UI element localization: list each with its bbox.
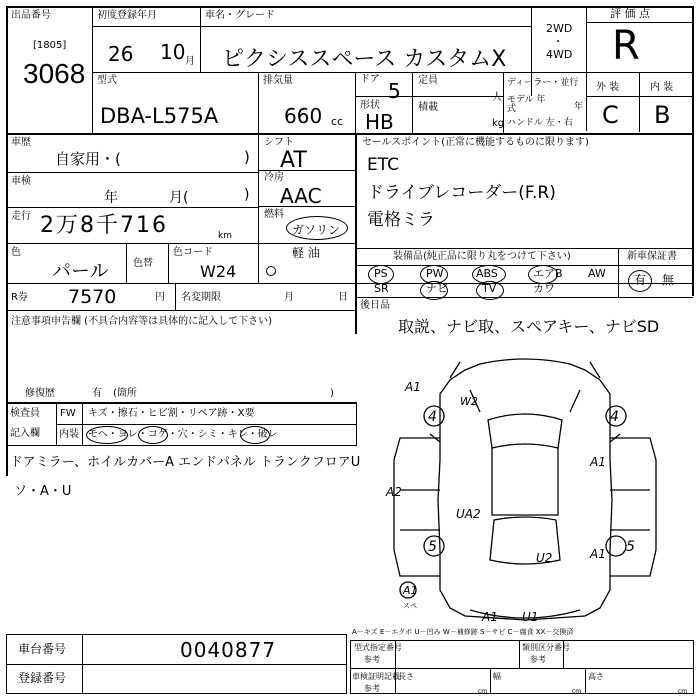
name-change-day-unit: 日: [338, 292, 348, 303]
equip-pw: PW: [426, 267, 444, 280]
sales-point-2: ドライブレコーダー(F.R): [367, 183, 556, 203]
drive-2wd: 2WD: [546, 22, 573, 35]
doors-value: 5: [388, 79, 401, 103]
comment-line-2: ソ・A・U: [14, 484, 72, 499]
equip-sr: SR: [374, 282, 389, 295]
exterior-value: C: [602, 101, 619, 129]
equip-airbag: エアB: [533, 267, 563, 280]
mark-a1-front: A1: [405, 380, 421, 394]
mark-u2: U2: [536, 551, 553, 565]
after-items-label: 後日品: [360, 300, 390, 311]
drive-4wd: 4WD: [546, 48, 573, 61]
equip-aw: AW: [588, 267, 606, 280]
capacity-unit: 人: [492, 92, 502, 103]
inspection-label: 車検: [11, 176, 31, 187]
after-items-value: 取説、ナビ取、スペアキー、ナビSD: [398, 317, 660, 336]
repair-close: ): [330, 388, 334, 399]
model-year-unit: 年: [574, 102, 584, 112]
fuel-label: 燃料: [264, 209, 284, 220]
recycle-unit: 円: [155, 292, 165, 303]
chassis-label: 車台番号: [18, 642, 67, 656]
equip-leather: カワ: [533, 282, 555, 295]
mileage-value: 2万8千716: [40, 213, 168, 238]
hollow-circle: [266, 266, 276, 276]
capacity-label: 定員: [418, 75, 438, 86]
model-year-label: モデル 年式: [507, 95, 546, 114]
width-label: 幅: [493, 672, 501, 681]
category-sub: 参考: [530, 655, 546, 664]
name-grade-value: ピクシススペース カスタムX: [222, 47, 507, 72]
inspector-label-1: 検査員: [10, 408, 40, 419]
history-label: 車歴: [11, 137, 31, 148]
equip-tv: TV: [482, 282, 497, 295]
shift-value: AT: [280, 148, 307, 173]
score-value: R: [612, 23, 640, 69]
repair-place: (箇所: [113, 388, 137, 399]
inspector-label-2: 記入欄: [10, 428, 40, 439]
chassis-value: 0040877: [180, 638, 277, 662]
history-value: 自家用・(: [55, 150, 121, 168]
color-code-label: 色コード: [173, 247, 213, 258]
fuel-gasoline: ガソリン: [292, 223, 341, 237]
score-label: 評 価 点: [610, 7, 650, 20]
comment-line-1: ドアミラー、ホイルカバーA エンドパネル トランクフロアU: [10, 455, 361, 470]
interior-value: B: [654, 101, 671, 129]
ac-value: AAC: [280, 184, 322, 208]
lot-code: [1805]: [33, 40, 67, 51]
color-code-value: W24: [200, 262, 237, 281]
load-label: 積載: [418, 102, 438, 113]
shimi-circle: [240, 426, 270, 444]
first-reg-year: 26: [108, 42, 134, 66]
inspection-month-unit: 月(: [169, 190, 189, 206]
mark-a1-rear: A1: [482, 610, 498, 624]
mark-a1-quarter: A1: [590, 547, 606, 561]
history-close: ): [244, 148, 250, 166]
handle-label: ハンドル 左・右: [507, 118, 573, 128]
fw-items: キズ・擦石・ヒビ割・リペア跡・X要: [88, 408, 255, 419]
sales-point-3: 電格ミラ: [367, 210, 435, 230]
fw-label: FW: [60, 408, 76, 419]
mark-5-right: 5: [626, 539, 635, 555]
mark-a1-right: A1: [590, 455, 606, 469]
displacement-label: 排気量: [263, 75, 293, 86]
inspection-year-unit: 年: [104, 190, 118, 206]
model-value: DBA-L575A: [100, 104, 219, 128]
length-label: 長さ: [398, 672, 414, 681]
mark-w2: W2: [460, 395, 478, 408]
airbag-circle: [528, 265, 558, 284]
interior-label: 内 装: [650, 82, 674, 93]
interior-insp-items: モヘ・ヨレ・コゲ・穴・シミ・キレ・破レ: [88, 429, 278, 440]
new-warranty-label: 新車保証書: [627, 251, 677, 262]
category-label: 類別区分番号: [522, 643, 570, 652]
mark-a1-spare: A1: [403, 584, 418, 597]
tv-circle: [476, 281, 504, 300]
navi-circle: [420, 281, 448, 300]
fuel-diesel: 軽 油: [292, 246, 320, 260]
reg-cert-sub: 参考: [364, 684, 380, 693]
color-label: 色: [11, 247, 21, 258]
shape-label: 形状: [360, 100, 380, 111]
equip-abs: ABS: [476, 267, 498, 280]
recycle-label: R券: [11, 292, 28, 303]
new-warranty-yes: 有: [634, 273, 647, 287]
reg-label: 登録番号: [18, 671, 67, 685]
model-label: 型式: [97, 75, 117, 86]
exterior-label: 外 装: [596, 82, 620, 93]
fuel-gasoline-circle: [286, 216, 348, 240]
ac-label: 冷房: [264, 172, 284, 183]
sales-point-1: ETC: [367, 155, 399, 175]
legend: A－キズ E－エクボ U－凹み W－補修跡 S－サビ C－腐食 XX－交換済: [352, 628, 574, 636]
repair-label: 修復歴: [25, 388, 55, 399]
equip-navi: ナビ: [426, 282, 448, 295]
color-value: パール: [52, 260, 109, 282]
new-warranty-no: 無: [662, 273, 675, 287]
lot-number: 3068: [23, 58, 86, 89]
sales-points-label: セールスポイント(正常に機能するものに限ります): [362, 137, 589, 148]
dealer-label: ディーラー・並行: [507, 78, 579, 88]
mark-5-left: 5: [428, 539, 437, 555]
ps-circle: [368, 265, 394, 284]
mark-ua2: UA2: [456, 507, 481, 521]
first-reg-month-unit: 月: [185, 56, 195, 67]
mark-spare: スペ: [403, 602, 417, 610]
height-cm: cm: [678, 688, 688, 695]
mileage-label: 走行: [11, 211, 31, 222]
inspection-close: ): [244, 187, 250, 203]
type-design-label: 型式指定番号: [354, 643, 402, 652]
height-label: 高さ: [588, 672, 604, 681]
warranty-circle: [628, 270, 652, 292]
repair-value: 有: [92, 388, 102, 399]
recycle-value: 7570: [68, 286, 117, 308]
mileage-unit: km: [218, 231, 232, 241]
notes-label: 注意事項申告欄 (不具合内容等は具体的に記入して下さい): [11, 316, 272, 327]
mohe-circle: [86, 426, 128, 444]
first-reg-label: 初度登録年月: [97, 10, 157, 21]
displacement-value: 660: [284, 104, 323, 128]
name-change-month-unit: 月: [284, 292, 294, 303]
load-unit: kg: [492, 118, 505, 129]
name-grade-label: 車名・グレード: [205, 10, 275, 21]
mark-a2: A2: [386, 485, 402, 499]
lot-label: 出品番号: [11, 10, 51, 21]
first-reg-month: 10: [160, 40, 186, 64]
width-cm: cm: [572, 688, 582, 695]
reg-cert-label: 車検証明記載: [352, 672, 400, 681]
equip-ps: PS: [374, 267, 388, 280]
shape-value: HB: [365, 110, 394, 134]
name-change-label: 名変期限: [181, 292, 221, 303]
mark-4-left: 4: [428, 409, 437, 425]
equipment-label: 装備品(純正品に限り丸をつけて下さい): [393, 251, 571, 262]
type-design-sub: 参考: [364, 655, 380, 664]
mark-4-right: 4: [610, 409, 619, 425]
mark-u1-rear: U1: [522, 610, 539, 624]
drive-dot: ・: [553, 37, 563, 48]
shift-label: シフト: [264, 137, 294, 148]
color-change-label: 色替: [133, 258, 153, 269]
yore-circle: [138, 426, 168, 444]
length-cm: cm: [478, 688, 488, 695]
displacement-unit: cc: [331, 115, 344, 128]
doors-label: ドア: [360, 74, 380, 85]
interior-insp-label: 内装: [59, 429, 79, 440]
